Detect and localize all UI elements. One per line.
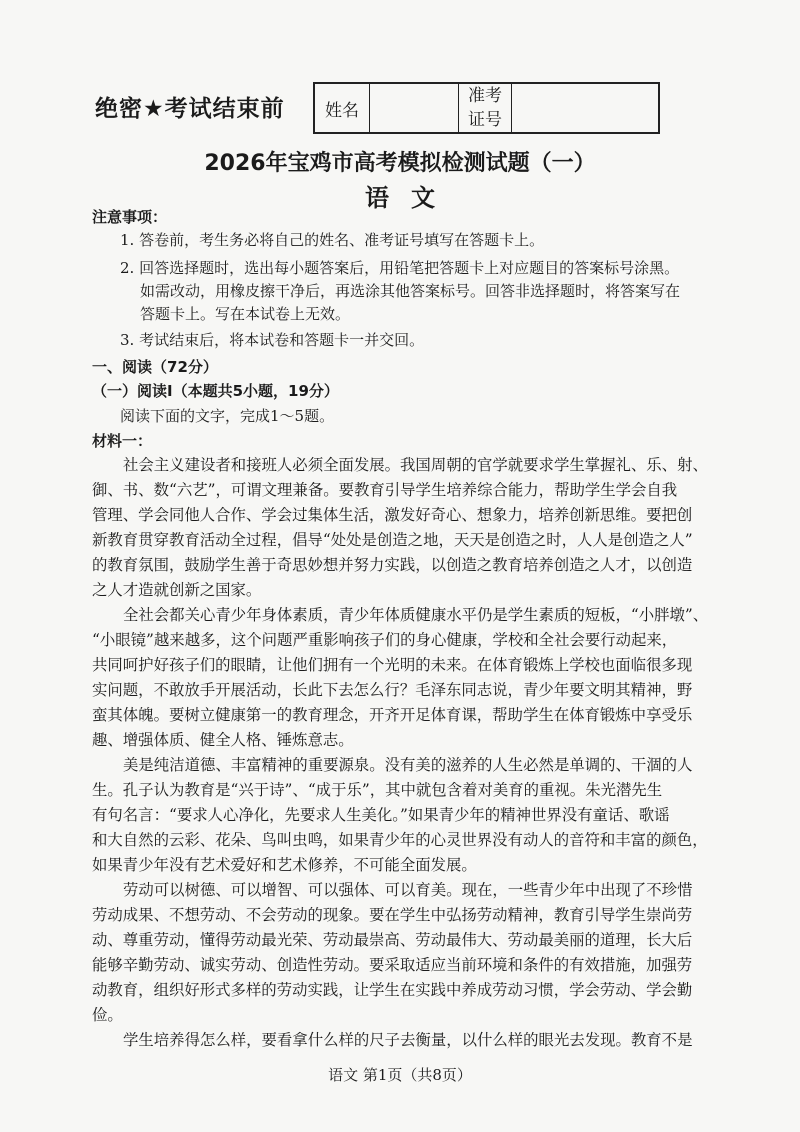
paragraph-line: 的教育氛围，鼓励学生善于奇思妙想并努力实践，以创造之教育培养创造之人才，以创造 (92, 556, 693, 574)
paragraph-line: 社会主义建设者和接班人必须全面发展。我国周朝的官学就要求学生掌握礼、乐、射、 (123, 456, 708, 474)
paragraph-5 (92, 1028, 724, 1053)
paragraph-line: 蛮其体魄。要树立健康第一的教育理念，开齐开足体育课，帮助学生在体育锻炼中享受乐 (92, 706, 693, 724)
paragraph-line: 动教育，组织好形式多样的劳动实践，让学生在实践中养成劳动习惯，学会劳动、学会勤 (92, 981, 693, 999)
name-field[interactable] (370, 84, 459, 132)
paragraph-4 (92, 878, 724, 1028)
paragraph-line: 共同呵护好孩子们的眼睛，让他们拥有一个光明的未来。在体育锻炼上学校也面临很多现 (92, 656, 693, 674)
paragraph-line: 之人才造就创新之国家。 (92, 581, 262, 599)
reading-instruction: 阅读下面的文字，完成1～5题。 (120, 407, 335, 425)
paragraph-line: 美是纯洁道德、丰富精神的重要源泉。没有美的滋养的人生必然是单调的、干涸的人 (123, 756, 693, 774)
paragraph-line: 和大自然的云彩、花朵、鸟叫虫鸣，如果青少年的心灵世界没有动人的音符和丰富的颜色， (92, 831, 708, 849)
exam-id-field[interactable] (512, 84, 658, 132)
page-footer: 语文 第1页（共8页） (328, 1066, 472, 1084)
confidential-label: 绝密★考试结束前 (95, 96, 285, 122)
paragraph-line: 劳动成果、不想劳动、不会劳动的现象。要在学生中弘扬劳动精神，教育引导学生崇尚劳 (92, 906, 693, 924)
notice-item-2-cont: 如需改动，用橡皮擦干净后，再选涂其他答案标号。回答非选择题时，将答案写在 (140, 282, 681, 300)
name-label: 姓名 (315, 84, 370, 132)
paragraph-line: 有句名言：“要求人心净化，先要求人生美化。”如果青少年的精神世界没有童话、歌谣 (92, 806, 670, 824)
candidate-info-table (313, 82, 660, 134)
exam-id-label (459, 84, 512, 132)
notice-item-2-cont2: 答题卡上。写在本试卷上无效。 (140, 305, 351, 323)
paragraph-2 (92, 603, 724, 753)
paragraph-line: 动、尊重劳动，懂得劳动最光荣、劳动最崇高、劳动最伟大、劳动最美丽的道理，长大后 (92, 931, 693, 949)
paragraph-line: 御、书、数“六艺”，可谓文理兼备。要教育引导学生培养综合能力，帮助学生学会自我 (92, 481, 678, 499)
notice-item-2: 2. 回答选择题时，选出每小题答案后，用铅笔把答题卡上对应题目的答案标号涂黑。 (120, 259, 680, 277)
paragraph-line: 如果青少年没有艺术爱好和艺术修养，不可能全面发展。 (92, 856, 477, 874)
paragraph-line: “小眼镜”越来越多，这个问题严重影响孩子们的身心健康，学校和全社会要行动起来， (92, 631, 678, 649)
paragraph-line: 学生培养得怎么样，要看拿什么样的尺子去衡量，以什么样的眼光去发现。教育不是 (123, 1031, 693, 1049)
paragraph-line: 俭。 (92, 1006, 123, 1024)
paragraph-line: 新教育贯穿教育活动全过程，倡导“处处是创造之地，天天是创造之时，人人是创造之人” (92, 531, 693, 549)
subject-title: 语文 (365, 184, 457, 212)
paragraph-line: 劳动可以树德、可以增智、可以强体、可以育美。现在，一些青少年中出现了不珍惜 (123, 881, 693, 899)
paragraph-line: 趣、增强体质、健全人格、锤炼意志。 (92, 731, 354, 749)
section-heading: 一、阅读（72分） (92, 358, 218, 376)
paragraph-line: 生。孔子认为教育是“兴于诗”、“成于乐”，其中就包含着对美育的重视。朱光潜先生 (92, 781, 663, 799)
material-label: 材料一： (92, 432, 153, 450)
paragraph-line: 能够辛勤劳动、诚实劳动、创造性劳动。要采取适应当前环境和条件的有效措施，加强劳 (92, 956, 693, 974)
paragraph-line: 全社会都关心青少年身体素质，青少年体质健康水平仍是学生素质的短板，“小胖墩”、 (123, 606, 709, 624)
exam-id-label-line1: 准考 (468, 86, 502, 106)
paragraph-line: 管理、学会同他人合作、学会过集体生活，激发好奇心、想象力，培养创新思维。要把创 (92, 506, 693, 524)
exam-title: 2026年宝鸡市高考模拟检测试题（一） (204, 151, 596, 176)
paragraph-1 (92, 453, 724, 603)
paragraph-3 (92, 753, 724, 878)
exam-id-label-line2: 证号 (468, 110, 502, 130)
notice-item-3: 3. 考试结束后，将本试卷和答题卡一并交回。 (120, 331, 425, 349)
paragraph-line: 实问题，不敢放手开展活动，长此下去怎么行？毛泽东同志说，青少年要文明其精神，野 (92, 681, 693, 699)
subsection-heading: （一）阅读Ⅰ（本题共5小题，19分） (92, 382, 339, 400)
notice-item-1: 1. 答卷前，考生务必将自己的姓名、准考证号填写在答题卡上。 (120, 231, 545, 249)
notice-heading: 注意事项： (92, 208, 168, 226)
